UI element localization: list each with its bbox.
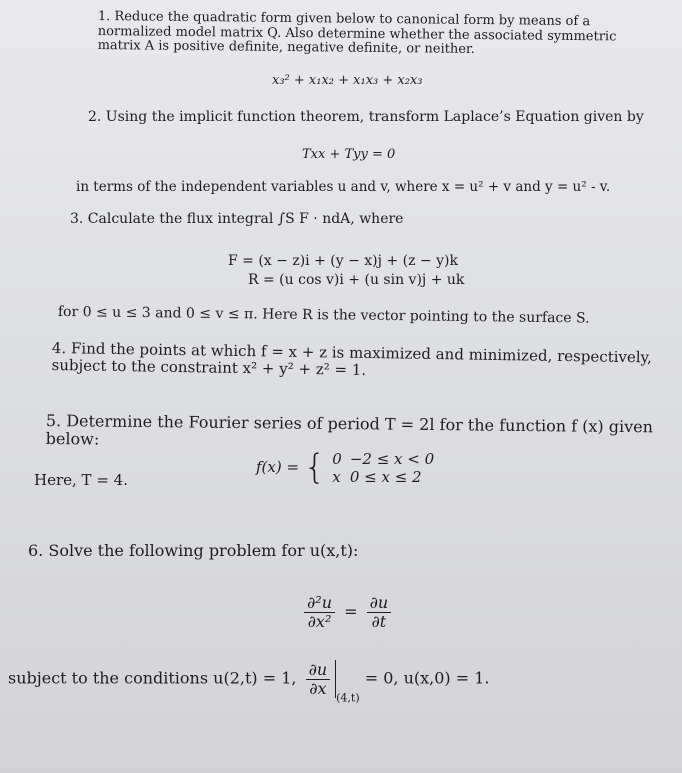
boundary-derivative-denominator: ∂x [309, 678, 327, 698]
question-2-laplace-equation: Txx + Tyy = 0 [302, 147, 396, 162]
conditions-prefix: subject to the conditions u(2,t) = 1, [8, 668, 297, 688]
question-2: 2. Using the implicit function theorem, transform Laplace’s Equation given by [88, 109, 644, 125]
question-3-vector-field: F = (x − z)i + (y − x)j + (z − y)k [228, 253, 458, 269]
left-brace: { [303, 447, 326, 488]
case-1-condition: −2 ≤ x < 0 [349, 450, 435, 468]
case-2-condition: 0 ≤ x ≤ 2 [349, 468, 422, 486]
piecewise-cases [330, 450, 440, 486]
conditions-suffix: = 0, u(x,0) = 1. [364, 668, 490, 688]
case-1-value: 0 [332, 450, 342, 468]
pde-rhs-numerator: ∂u [367, 594, 392, 613]
question-3: 3. Calculate the flux integral ∫S F · ndA, where [70, 211, 404, 227]
question-5: 5. Determine the Fourier series of period T = 2l for the function f (x) given below: [45, 411, 654, 449]
question-6-conditions [8, 660, 648, 705]
evaluation-point: (4,t) [336, 691, 360, 705]
pde-rhs-denominator: ∂t [371, 611, 387, 631]
piecewise-lhs: f(x) = [256, 458, 300, 476]
question-6: 6. Solve the following problem for u(x,t): [28, 541, 359, 560]
question-4: 4. Find the points at which f = x + z is maximized and minimized, respectively, subject to the constraint x² + y² + z² = 1. [51, 339, 653, 379]
question-6-heat-equation [300, 594, 395, 631]
pde-lhs-fraction [304, 594, 335, 631]
pde-equals: = [344, 601, 358, 621]
question-3-parametrization: R = (u cos v)i + (u sin v)j + uk [248, 272, 465, 288]
case-2-value: x [332, 468, 341, 486]
pde-rhs-fraction [367, 594, 392, 631]
boundary-derivative [306, 661, 331, 698]
question-5-period-note: Here, T = 4. [34, 471, 128, 489]
pde-lhs-numerator: ∂²u [304, 594, 335, 613]
question-1: 1. Reduce the quadratic form given below to canonical form by means of a normalized model matrix Q. Also determine whether the associated symmetric matrix A is positive definite, negative definite, or neither. [97, 9, 617, 58]
boundary-derivative-numerator: ∂u [306, 661, 331, 680]
question-1-quadratic-form: x₃² + x₁x₂ + x₁x₃ + x₂x₃ [272, 73, 423, 88]
question-3-bounds: for 0 ≤ u ≤ 3 and 0 ≤ v ≤ π. Here R is the vector pointing to the surface S. [57, 304, 590, 327]
question-5-piecewise-function [256, 447, 440, 488]
question-2-substitution: in terms of the independent variables u and v, where x = u² + v and y = u² - v. [76, 179, 611, 195]
pde-lhs-denominator: ∂x² [307, 611, 332, 631]
